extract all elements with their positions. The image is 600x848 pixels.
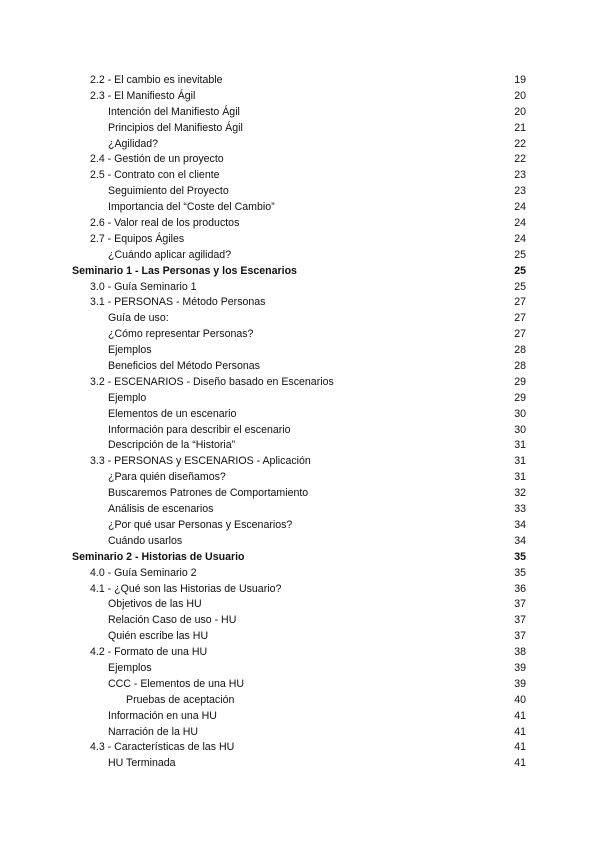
toc-entry-page-number: 31: [514, 439, 526, 452]
toc-entry-title[interactable]: Importancia del “Coste del Cambio”: [108, 201, 275, 214]
toc-entry-title[interactable]: Intención del Manifiesto Ágil: [108, 105, 240, 118]
toc-entry[interactable]: [0, 756, 600, 772]
toc-entry[interactable]: [0, 327, 600, 343]
toc-entry[interactable]: [0, 709, 600, 725]
toc-entry-title[interactable]: ¿Cómo representar Personas?: [108, 328, 254, 341]
toc-entry-page-number: 24: [514, 232, 526, 245]
toc-entry-page-number: 20: [514, 89, 526, 102]
toc-entry-page-number: 32: [514, 487, 526, 500]
toc-entry-page-number: 30: [514, 423, 526, 436]
toc-entry[interactable]: [0, 343, 600, 359]
toc-entry-page-number: 27: [514, 328, 526, 341]
toc-entry-page-number: 35: [514, 566, 526, 579]
toc-entry[interactable]: [0, 486, 600, 502]
toc-entry[interactable]: [0, 216, 600, 232]
toc-entry[interactable]: [0, 407, 600, 423]
toc-entry-title[interactable]: 4.3 - Características de las HU: [90, 741, 235, 754]
toc-entry-title[interactable]: Información para describir el escenario: [108, 423, 291, 436]
toc-entry-page-number: 34: [514, 534, 526, 547]
toc-entry[interactable]: [0, 725, 600, 741]
toc-entry-page-number: 33: [514, 503, 526, 516]
toc-entry-page-number: 34: [514, 518, 526, 531]
toc-entry[interactable]: [0, 232, 600, 248]
toc-entry-title[interactable]: Análisis de escenarios: [108, 503, 214, 516]
toc-entry[interactable]: [0, 582, 600, 598]
toc-section-heading[interactable]: [0, 550, 600, 566]
toc-entry[interactable]: [0, 423, 600, 439]
toc-entry[interactable]: [0, 518, 600, 534]
toc-entry-page-number: 40: [514, 693, 526, 706]
toc-entry-page-number: 29: [514, 375, 526, 388]
toc-entry[interactable]: [0, 121, 600, 137]
toc-entry-title[interactable]: Relación Caso de uso - HU: [108, 614, 237, 627]
toc-entry[interactable]: [0, 89, 600, 105]
toc-entry-page-number: 38: [514, 646, 526, 659]
toc-entry-title[interactable]: Beneficios del Método Personas: [108, 360, 260, 373]
toc-entry-title[interactable]: Principios del Manifiesto Ágil: [108, 121, 243, 134]
toc-entry[interactable]: [0, 629, 600, 645]
toc-entry-title[interactable]: Seminario 1 - Las Personas y los Escenarios: [72, 264, 297, 277]
toc-entry-title[interactable]: 2.6 - Valor real de los productos: [90, 217, 240, 230]
toc-entry-title[interactable]: Buscaremos Patrones de Comportamiento: [108, 487, 309, 500]
toc-entry-title[interactable]: ¿Para quién diseñamos?: [108, 471, 226, 484]
toc-entry-page-number: 36: [514, 582, 526, 595]
toc-entry-title[interactable]: 2.2 - El cambio es inevitable: [90, 74, 223, 86]
toc-entry-title[interactable]: 3.2 - ESCENARIOS - Diseño basado en Escenarios: [90, 375, 334, 388]
toc-entry-page-number: 27: [514, 296, 526, 309]
toc-entry[interactable]: [0, 105, 600, 121]
toc-entry-title[interactable]: Ejemplos: [108, 344, 152, 357]
toc-entry-title[interactable]: Ejemplos: [108, 661, 152, 674]
toc-entry-title[interactable]: Descripción de la “Historia”: [108, 439, 236, 452]
toc-entry[interactable]: [0, 566, 600, 582]
toc-entry-title[interactable]: Ejemplo: [108, 391, 147, 404]
toc-entry-page-number: 37: [514, 598, 526, 611]
toc-entry-page-number: 31: [514, 471, 526, 484]
toc-entry-title[interactable]: 4.0 - Guía Seminario 2: [90, 566, 197, 579]
toc-entry-title[interactable]: HU Terminada: [108, 757, 176, 770]
toc-entry[interactable]: [0, 248, 600, 264]
toc-section-heading[interactable]: [0, 264, 600, 280]
toc-entry[interactable]: [0, 645, 600, 661]
toc-entry-page-number: 23: [514, 169, 526, 182]
toc-entry-title[interactable]: Cuándo usarlos: [108, 534, 183, 547]
toc-entry[interactable]: [0, 661, 600, 677]
toc-entry-title[interactable]: Seminario 2 - Historias de Usuario: [72, 550, 245, 563]
toc-entry-page-number: 35: [514, 550, 526, 563]
toc-entry-page-number: 31: [514, 455, 526, 468]
toc-entry[interactable]: [0, 677, 600, 693]
toc-entry[interactable]: [0, 73, 600, 89]
toc-entry[interactable]: [0, 200, 600, 216]
toc-entry[interactable]: [0, 391, 600, 407]
toc-entry-title[interactable]: 4.2 - Formato de una HU: [90, 646, 208, 659]
toc-entry[interactable]: [0, 502, 600, 518]
toc-entry-title[interactable]: ¿Agilidad?: [108, 137, 159, 150]
toc-entry-page-number: 28: [514, 360, 526, 373]
toc-entry-title[interactable]: Narración de la HU: [108, 725, 199, 738]
toc-entry-title[interactable]: 2.4 - Gestión de un proyecto: [90, 153, 224, 166]
toc-entry-title[interactable]: Pruebas de aceptación: [126, 693, 235, 706]
toc-entry-page-number: 37: [514, 630, 526, 643]
toc-entry-page-number: 41: [514, 725, 526, 738]
toc-entry-page-number: 27: [514, 312, 526, 325]
toc-entry-title[interactable]: 3.3 - PERSONAS y ESCENARIOS - Aplicación: [90, 455, 311, 468]
toc-entry-page-number: 41: [514, 709, 526, 722]
toc-entry-page-number: 23: [514, 185, 526, 198]
toc-entry-title[interactable]: 2.5 - Contrato con el cliente: [90, 169, 220, 182]
toc-entry-title[interactable]: Quién escribe las HU: [108, 630, 209, 643]
toc-entry-title[interactable]: Seguimiento del Proyecto: [108, 185, 229, 198]
toc-entry-page-number: 20: [514, 105, 526, 118]
toc-entry[interactable]: [0, 438, 600, 454]
toc-entry-page-number: 37: [514, 614, 526, 627]
toc-entry-page-number: 21: [514, 121, 526, 134]
toc-entry-page-number: 39: [514, 661, 526, 674]
toc-entry-page-number: 28: [514, 344, 526, 357]
toc-entry-page-number: 24: [514, 217, 526, 230]
toc-entry[interactable]: [0, 311, 600, 327]
toc-entry-page-number: 25: [514, 248, 526, 261]
toc-entry-title[interactable]: 2.3 - El Manifiesto Ágil: [90, 89, 196, 102]
toc-entry-title[interactable]: Elementos de un escenario: [108, 407, 237, 420]
toc-entry[interactable]: [0, 597, 600, 613]
toc-entry-title[interactable]: 3.1 - PERSONAS - Método Personas: [90, 296, 266, 309]
toc-entry[interactable]: [0, 295, 600, 311]
toc-entry-page-number: 30: [514, 407, 526, 420]
toc-entry-page-number: 41: [514, 741, 526, 754]
toc-entry[interactable]: [0, 534, 600, 550]
toc-entry-page-number: 24: [514, 201, 526, 214]
toc-entry-title[interactable]: ¿Por qué usar Personas y Escenarios?: [108, 518, 293, 531]
toc-entry-page-number: 25: [514, 280, 526, 293]
toc-entry-title[interactable]: CCC - Elementos de una HU: [108, 677, 245, 690]
toc-entry[interactable]: [0, 168, 600, 184]
toc-entry[interactable]: [0, 375, 600, 391]
toc-entry[interactable]: [0, 152, 600, 168]
toc-entry[interactable]: [0, 613, 600, 629]
toc-entry-page-number: 22: [514, 153, 526, 166]
table-of-contents: [0, 73, 600, 772]
toc-entry-title[interactable]: Guía de uso:: [108, 312, 169, 325]
toc-entry-page-number: 25: [514, 264, 526, 277]
toc-entry[interactable]: [0, 693, 600, 709]
toc-entry-page-number: 41: [514, 757, 526, 770]
toc-entry-title[interactable]: Objetivos de las HU: [108, 598, 202, 611]
toc-entry[interactable]: [0, 470, 600, 486]
toc-entry[interactable]: [0, 280, 600, 296]
toc-entry-page-number: 19: [514, 74, 526, 86]
toc-entry-title[interactable]: 4.1 - ¿Qué son las Historias de Usuario?: [90, 582, 282, 595]
toc-entry[interactable]: [0, 454, 600, 470]
toc-entry-title[interactable]: ¿Cuándo aplicar agilidad?: [108, 248, 232, 261]
toc-entry[interactable]: [0, 740, 600, 756]
toc-entry[interactable]: [0, 137, 600, 153]
toc-entry[interactable]: [0, 359, 600, 375]
toc-entry-title[interactable]: Información en una HU: [108, 709, 217, 722]
toc-entry-title[interactable]: 3.0 - Guía Seminario 1: [90, 280, 197, 293]
toc-entry-page-number: 39: [514, 677, 526, 690]
toc-entry-page-number: 22: [514, 137, 526, 150]
toc-entry-title[interactable]: 2.7 - Equipos Ágiles: [90, 232, 185, 245]
toc-entry[interactable]: [0, 184, 600, 200]
toc-entry-page-number: 29: [514, 391, 526, 404]
